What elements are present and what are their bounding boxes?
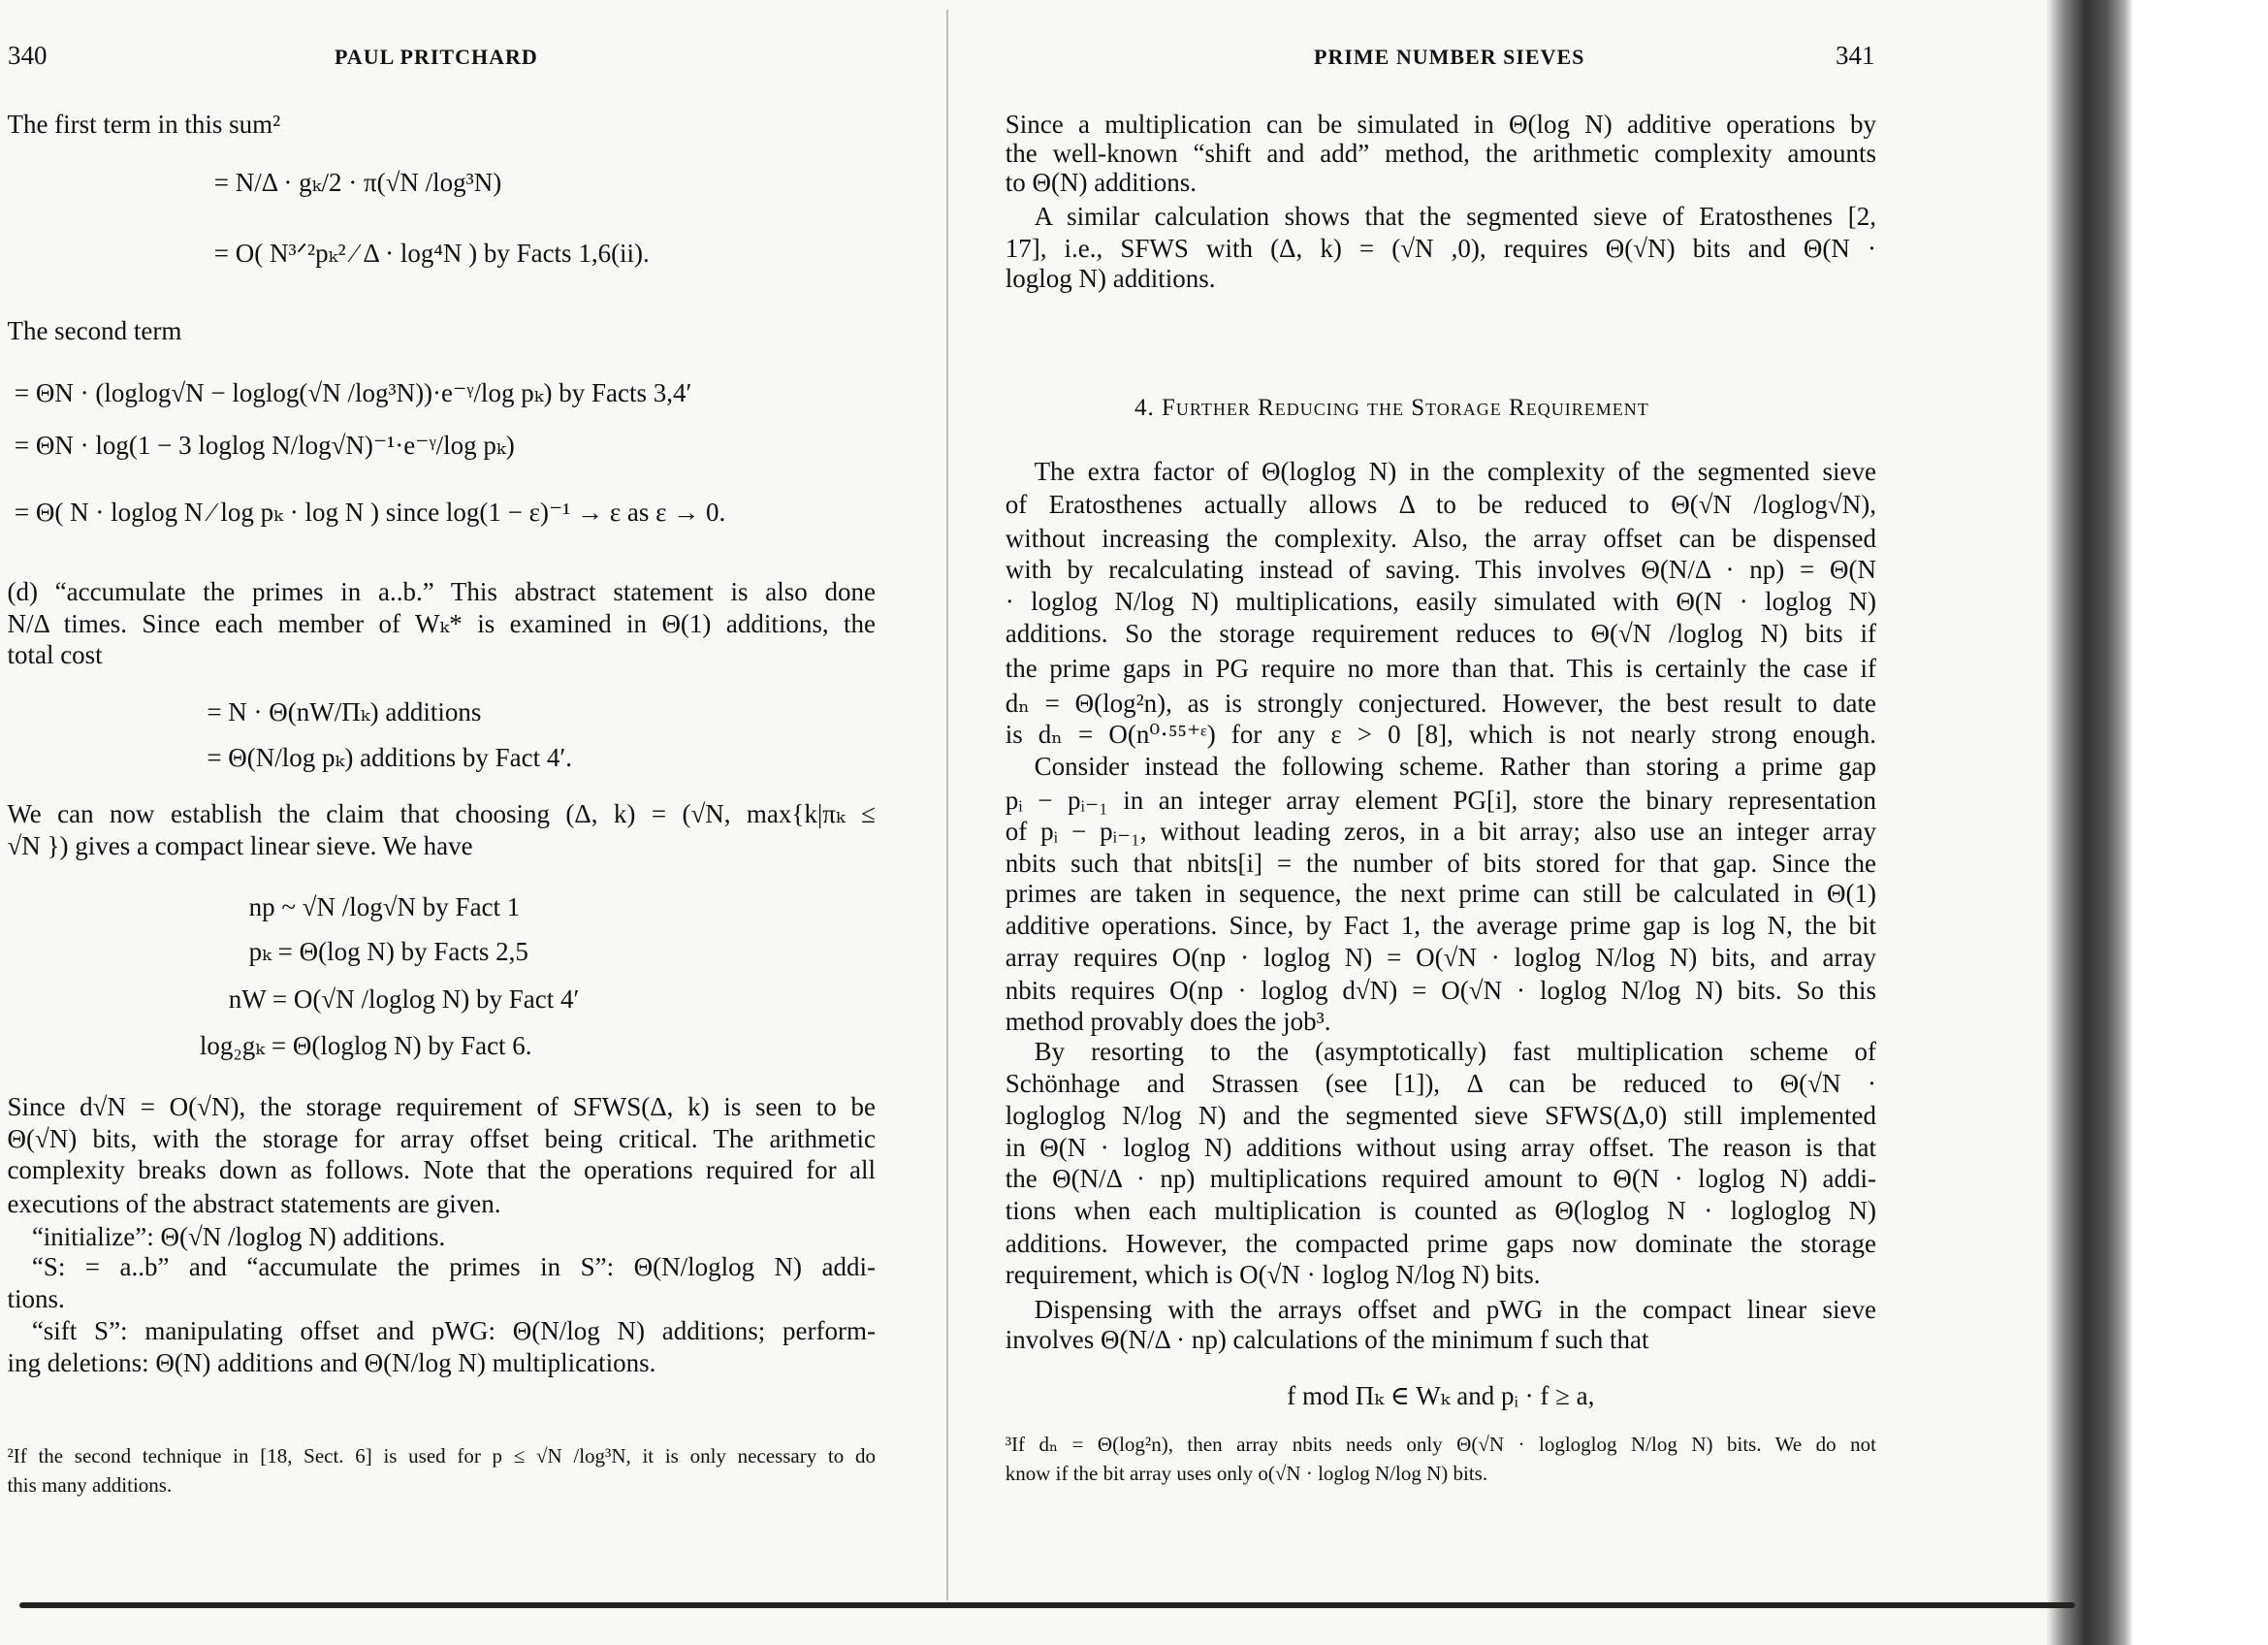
text-line: Consider instead the following scheme. Rather than storing a prime gap <box>1034 752 1876 782</box>
text-line: We can now establish the claim that choosing (Δ, k) = (√N, max{k|πₖ ≤ <box>7 799 876 829</box>
text-line: The extra factor of Θ(loglog N) in the complexity of the segmented sieve <box>1034 456 1876 486</box>
text-line: with by recalculating instead of saving. This involves Θ(N/Δ · np) = Θ(N <box>1005 555 1876 585</box>
footnote-line: ³If dₙ = Θ(log²n), then array nbits needs only Θ(√N · logloglog N/log N) bits. We do not <box>1005 1433 1876 1457</box>
text-line: loglog N) additions. <box>1005 264 1216 294</box>
footnote-line: know if the bit array uses only o(√N · loglog N/log N) bits. <box>1005 1462 1488 1486</box>
text-line: pᵢ − pᵢ₋₁ in an integer array element PG[i], store the binary representation <box>1005 785 1876 815</box>
text-line: complexity breaks down as follows. Note that the operations required for all <box>7 1155 876 1185</box>
page-gutter <box>946 10 948 1600</box>
text-line: to Θ(N) additions. <box>1005 167 1197 197</box>
book-edge-shadow <box>2046 0 2133 1645</box>
text-line: in Θ(N · loglog N) additions without using array offset. The reason is that <box>1005 1132 1876 1162</box>
scan-margin <box>2133 0 2268 1645</box>
text-line: = Θ(N/log pₖ) additions by Fact 4′. <box>207 743 573 773</box>
text-line: log₂gₖ = Θ(loglog N) by Fact 6. <box>199 1031 532 1061</box>
text-line: without increasing the complexity. Also, the array offset can be dispensed <box>1005 523 1876 553</box>
text-line: “S: = a..b” and “accumulate the primes in S”: Θ(N/loglog N) addi- <box>31 1252 876 1282</box>
text-line: additions. So the storage requirement reduces to Θ(√N /loglog N) bits if <box>1005 618 1876 648</box>
text-line: = ΘN · (loglog√N − loglog(√N /log³N))·e⁻ᵞ/log pₖ) by Facts 3,4′ <box>14 378 692 408</box>
text-line: total cost <box>7 640 103 670</box>
text-line: Θ(√N) bits, with the storage for array offset being critical. The arithmetic <box>7 1123 876 1153</box>
footnote-line: this many additions. <box>7 1473 173 1498</box>
text-line: is dₙ = O(n⁰·⁵⁵⁺ᵋ) for any ε > 0 [8], which is not nearly strong enough. <box>1005 720 1876 750</box>
text-line: A similar calculation shows that the segmented sieve of Eratosthenes [2, <box>1034 202 1876 232</box>
text-line: of pᵢ − pᵢ₋₁, without leading zeros, in a bit array; also use an integer array <box>1005 817 1876 847</box>
text-line: pₖ = Θ(log N) by Facts 2,5 <box>248 937 528 967</box>
text-line: involves Θ(N/Δ · np) calculations of the minimum f such that <box>1005 1324 1649 1354</box>
text-line: = N · Θ(nW/Πₖ) additions <box>207 696 482 726</box>
right-running-head: PRIME NUMBER SIEVES <box>1314 45 1585 69</box>
left-running-head: PAUL PRITCHARD <box>335 45 538 69</box>
text-line: f mod Πₖ ∈ Wₖ and pᵢ · f ≥ a, <box>1287 1381 1595 1411</box>
footnote-line: ²If the second technique in [18, Sect. 6] is used for p ≤ √N /log³N, it is only necessary to do <box>7 1444 876 1468</box>
text-line: Schönhage and Strassen (see [1]), Δ can be reduced to Θ(√N · <box>1005 1068 1876 1098</box>
text-line: The second term <box>7 316 182 346</box>
text-line: Dispensing with the arrays offset and pWG in the compact linear sieve <box>1034 1294 1876 1324</box>
text-line: “initialize”: Θ(√N /loglog N) additions. <box>31 1221 446 1251</box>
text-line: requirement, which is O(√N · loglog N/log N) bits. <box>1005 1259 1541 1289</box>
section-heading: 4. Further Reducing the Storage Requirement <box>1134 395 1649 421</box>
text-line: additions. However, the compacted prime gaps now dominate the storage <box>1005 1229 1876 1259</box>
text-line: nbits requires O(np · loglog d√N) = O(√N · loglog N/log N) bits. So this <box>1005 976 1876 1006</box>
text-line: “sift S”: manipulating offset and pWG: Θ(N/log N) additions; perform- <box>31 1315 876 1345</box>
text-line: tions. <box>7 1284 65 1314</box>
text-line: The first term in this sum² <box>7 109 281 139</box>
text-line: = ΘN · log(1 − 3 loglog N/log√N)⁻¹·e⁻ᵞ/log pₖ) <box>14 431 515 461</box>
text-line: √N }) gives a compact linear sieve. We have <box>7 831 473 861</box>
text-line: · loglog N/log N) multiplications, easily simulated with Θ(N · loglog N) <box>1005 587 1876 617</box>
right-page-number: 341 <box>1836 41 1875 70</box>
text-line: Since d√N = O(√N), the storage requirement of SFWS(Δ, k) is seen to be <box>7 1091 876 1121</box>
text-line: By resorting to the (asymptotically) fast multiplication scheme of <box>1034 1037 1876 1067</box>
text-line: tions when each multiplication is counted as Θ(loglog N · logloglog N) <box>1005 1196 1876 1226</box>
scan-bottom-edge <box>19 1602 2075 1608</box>
text-line: nbits such that nbits[i] = the number of bits stored for that gap. Since the <box>1005 849 1876 879</box>
text-line: np ~ √N /log√N by Fact 1 <box>248 891 521 921</box>
text-line: executions of the abstract statements are given. <box>7 1188 501 1218</box>
text-line: 17], i.e., SFWS with (Δ, k) = (√N ,0), requires Θ(√N) bits and Θ(N · <box>1005 234 1876 264</box>
text-line: the well-known “shift and add” method, the arithmetic complexity amounts <box>1005 138 1876 168</box>
text-line: the Θ(N/Δ · np) multiplications required amount to Θ(N · loglog N) addi- <box>1005 1164 1876 1194</box>
text-line: the prime gaps in PG require no more than that. This is certainly the case if <box>1005 653 1876 683</box>
text-line: = N/Δ · gₖ/2 · π(√N /log³N) <box>213 167 502 197</box>
text-line: = Θ( N · loglog N ⁄ log pₖ · log N ) since log(1 − ε)⁻¹ → ε as ε → 0. <box>14 497 726 527</box>
text-line: dₙ = Θ(log²n), as is strongly conjectured. However, the best result to date <box>1005 688 1876 718</box>
text-line: logloglog N/log N) and the segmented sieve SFWS(Δ,0) still implemented <box>1005 1100 1876 1130</box>
text-line: additive operations. Since, by Fact 1, the average prime gap is log N, the bit <box>1005 911 1876 941</box>
text-line: = O( N³ᐟ²pₖ² ⁄ Δ · log⁴N ) by Facts 1,6(ii). <box>213 238 650 268</box>
text-line: nW = O(√N /loglog N) by Fact 4′ <box>228 984 580 1015</box>
text-line: ing deletions: Θ(N) additions and Θ(N/log N) multiplications. <box>7 1347 656 1377</box>
text-line: Since a multiplication can be simulated in Θ(log N) additive operations by <box>1005 109 1876 139</box>
left-page-number: 340 <box>8 41 48 70</box>
text-line: N/Δ times. Since each member of Wₖ* is examined in Θ(1) additions, the <box>7 608 876 638</box>
text-line: of Eratosthenes actually allows Δ to be reduced to Θ(√N /loglog√N), <box>1005 490 1876 520</box>
text-line: array requires O(np · loglog N) = O(√N · loglog N/log N) bits, and array <box>1005 943 1876 973</box>
text-line: method provably does the job³. <box>1005 1006 1331 1036</box>
text-line: primes are taken in sequence, the next prime can still be calculated in Θ(1) <box>1005 879 1876 909</box>
text-line: (d) “accumulate the primes in a..b.” This abstract statement is also done <box>7 576 876 606</box>
